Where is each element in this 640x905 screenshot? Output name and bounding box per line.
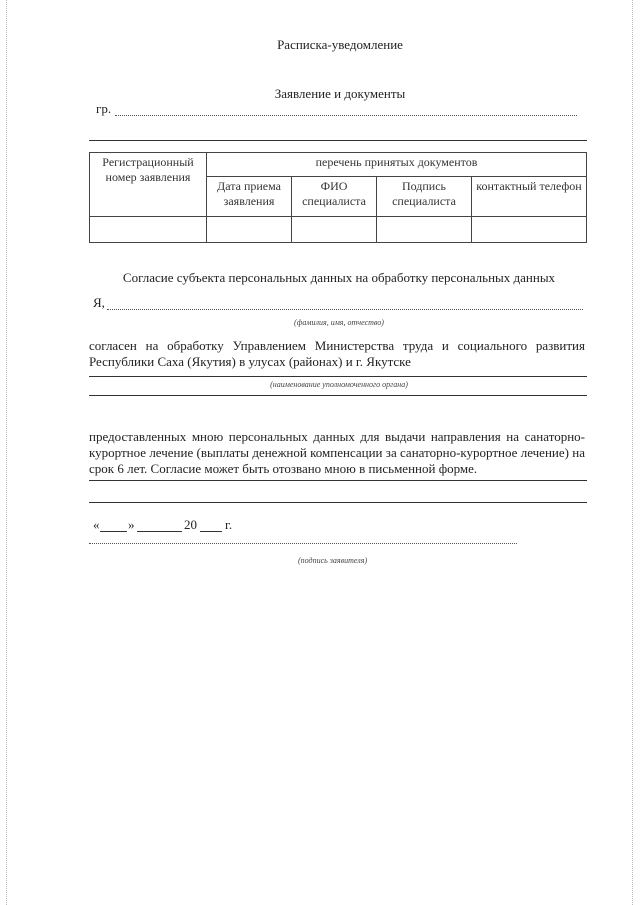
year-prefix: 20 [184, 517, 197, 532]
docs-heading: Заявление и документы [274, 86, 406, 101]
reg-number-header: Регистрационный номер заявления [90, 153, 207, 217]
section-divider [89, 140, 587, 141]
agree-line-2: Республики Саха (Якутия) в улусах (районах) и г. Якутске [89, 354, 411, 369]
month-blank[interactable] [137, 531, 182, 532]
specialist-name-cell[interactable] [292, 217, 377, 243]
reg-number-cell[interactable] [90, 217, 207, 243]
specialist-signature-header: Подпись специалиста [377, 177, 472, 217]
date-header: Дата приема заявления [207, 177, 292, 217]
date-close-quote: » [128, 517, 135, 532]
authority-line-2 [89, 395, 587, 396]
specialist-signature-cell[interactable] [377, 217, 472, 243]
phone-header: контактный телефон [472, 177, 587, 217]
documents-table [89, 152, 587, 243]
signature-caption: (подпись заявителя) [298, 556, 368, 565]
purpose-line-underline [89, 480, 587, 481]
consent-heading: Согласие субъекта персональных данных на обработку персональных данных [122, 270, 556, 285]
authority-line [89, 376, 587, 377]
phone-cell[interactable] [472, 217, 587, 243]
applicant-name-line [107, 309, 583, 310]
purpose-line-1: предоставленных мною персональных данных для выдачи направления на санаторно- [89, 429, 585, 444]
authority-caption: (наименование уполномоченного органа) [270, 380, 408, 389]
i-prefix: Я, [93, 295, 105, 310]
purpose-line-3: срок 6 лет. Согласие может быть отозвано мною в письменной форме. [89, 461, 478, 476]
signature-line[interactable] [89, 543, 517, 544]
accepted-docs-header: перечень принятых документов [207, 153, 587, 177]
scan-edge-left [6, 0, 7, 905]
extra-line [89, 502, 587, 503]
citizen-name-line [115, 115, 577, 116]
day-blank[interactable] [100, 531, 127, 532]
citizen-prefix: гр. [96, 101, 112, 116]
agree-line-1: согласен на обработку Управлением Министерства труда и социального развития [89, 338, 585, 353]
scan-edge-right [632, 0, 633, 905]
date-cell[interactable] [207, 217, 292, 243]
specialist-name-header: ФИО специалиста [292, 177, 377, 217]
year-suffix: г. [225, 517, 233, 532]
purpose-line-2: курортное лечение (выплаты денежной компенсации за санаторно-курортное лечение) на [89, 445, 585, 460]
date-open-quote: « [93, 517, 100, 532]
name-caption: (фамилия, имя, отчество) [294, 318, 384, 327]
year-blank[interactable] [200, 531, 222, 532]
document-title: Расписка-уведомление [277, 37, 403, 52]
